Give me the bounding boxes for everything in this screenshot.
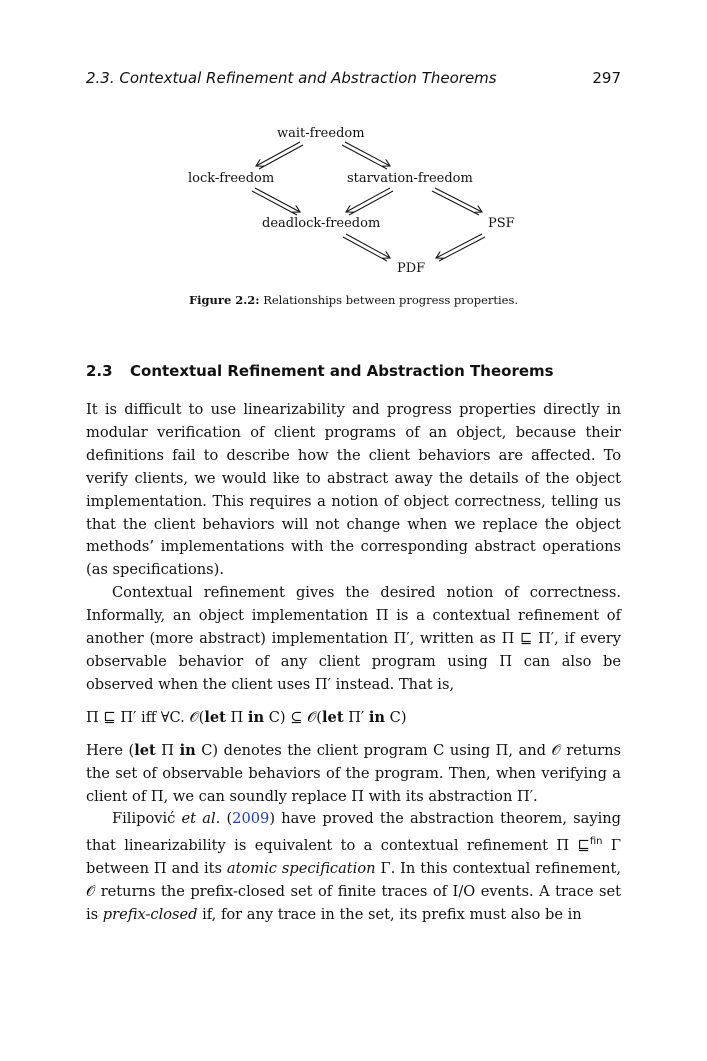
eq-part: Π (225, 708, 248, 726)
arrow-starvation-to-psf (435, 188, 482, 212)
eq-part: C) (385, 708, 407, 726)
arrow-starvation-to-deadlock (346, 188, 390, 212)
node-wait-freedom: wait-freedom (277, 126, 365, 141)
node-psf: PSF (488, 216, 515, 231)
node-starvation-freedom: starvation-freedom (347, 171, 473, 186)
arrow-lock-to-deadlock (255, 188, 300, 212)
arrow-wait-to-starvation (345, 142, 390, 166)
p4-prefix-closed: prefix-closed (102, 905, 198, 923)
eq-part: Π ⊑ Π′ iff ∀C. 𝒪( (86, 708, 205, 726)
p3-part: C) denotes the client program C using Π, and 𝒪 returns the set of observable behaviors of the program. Then, when verifying a client of Π, we can soundly replace Π with its abstraction Π′. (86, 741, 621, 805)
caption-text: Relationships between progress properties. (263, 293, 519, 307)
p3-part: Π (155, 741, 180, 759)
p4-part: ( (220, 810, 233, 828)
arrow-psf-to-pdf (436, 234, 482, 258)
arrow-wait-to-lock (256, 142, 300, 166)
eq-keyword-let: let (321, 708, 344, 726)
p4-sup-fin: fin (589, 836, 603, 848)
p4-part: Γ. In this contextual refinement, 𝒪 returns the prefix-closed set of finite traces of I/O events. A trace set is (86, 860, 621, 923)
running-header (86, 69, 621, 87)
node-pdf: PDF (397, 261, 426, 276)
p3-keyword-in: in (179, 741, 196, 759)
paragraph-2: Contextual refinement gives the desired notion of correctness. Informally, an object implementation Π is a contextual refinement of another (more abstract) implementation Π′, written as Π ⊑ Π′, if every observable behavior of any client program using Π can also be observed when the client uses Π′ instead. That is, (86, 584, 621, 693)
figure-arrows (150, 118, 560, 288)
eq-keyword-in: in (247, 708, 265, 726)
p4-etal: et al. (181, 810, 221, 828)
paragraph-3 (86, 740, 621, 809)
paragraph-4 (86, 808, 621, 926)
page-number: 297 (592, 69, 621, 87)
section-heading (86, 362, 554, 380)
p4-author: Filipović (112, 810, 182, 828)
p4-part: ) have proved the abstraction theorem, saying that linearizability is equivalent to a contextual refinement Π ⊑ (86, 810, 621, 855)
eq-part: C) ⊆ 𝒪( (264, 708, 322, 726)
caption-label: Figure 2.2: (188, 293, 260, 307)
p4-part: if, for any trace in the set, its prefix must also be in (197, 905, 582, 923)
p4-atomic-spec: atomic specification (226, 860, 376, 878)
eq-keyword-let: let (204, 708, 226, 726)
paragraph-1: It is difficult to use linearizability and progress properties directly in modular verification of client programs of an object, because their definitions fail to describe how the client behaviors are affected. To verify clients, we would like to abstract away the details of the object implementation. This requires a notion of object correctness, telling us that the client behaviors will not change when we replace the object methods’ implementations with the corresponding abstract operations (as specifications). (86, 401, 621, 579)
arrow-deadlock-to-pdf (346, 234, 390, 258)
body-text (86, 399, 621, 927)
citation-link-2009[interactable]: 2009 (232, 810, 270, 828)
section-title: Contextual Refinement and Abstraction Theorems (130, 362, 554, 380)
p3-part: Here ( (86, 741, 135, 759)
figure-caption (0, 293, 707, 307)
eq-part: Π′ (343, 708, 369, 726)
p4-part: Γ between Π and its (86, 837, 621, 878)
header-section-title: 2.3. Contextual Refinement and Abstraction Theorems (86, 69, 497, 87)
progress-properties-figure (150, 118, 560, 288)
equation-contextual-refinement (86, 707, 621, 730)
eq-keyword-in: in (368, 708, 386, 726)
node-lock-freedom: lock-freedom (188, 171, 275, 186)
p3-keyword-let: let (134, 741, 156, 759)
section-number: 2.3 (86, 362, 113, 380)
node-deadlock-freedom: deadlock-freedom (262, 216, 381, 231)
